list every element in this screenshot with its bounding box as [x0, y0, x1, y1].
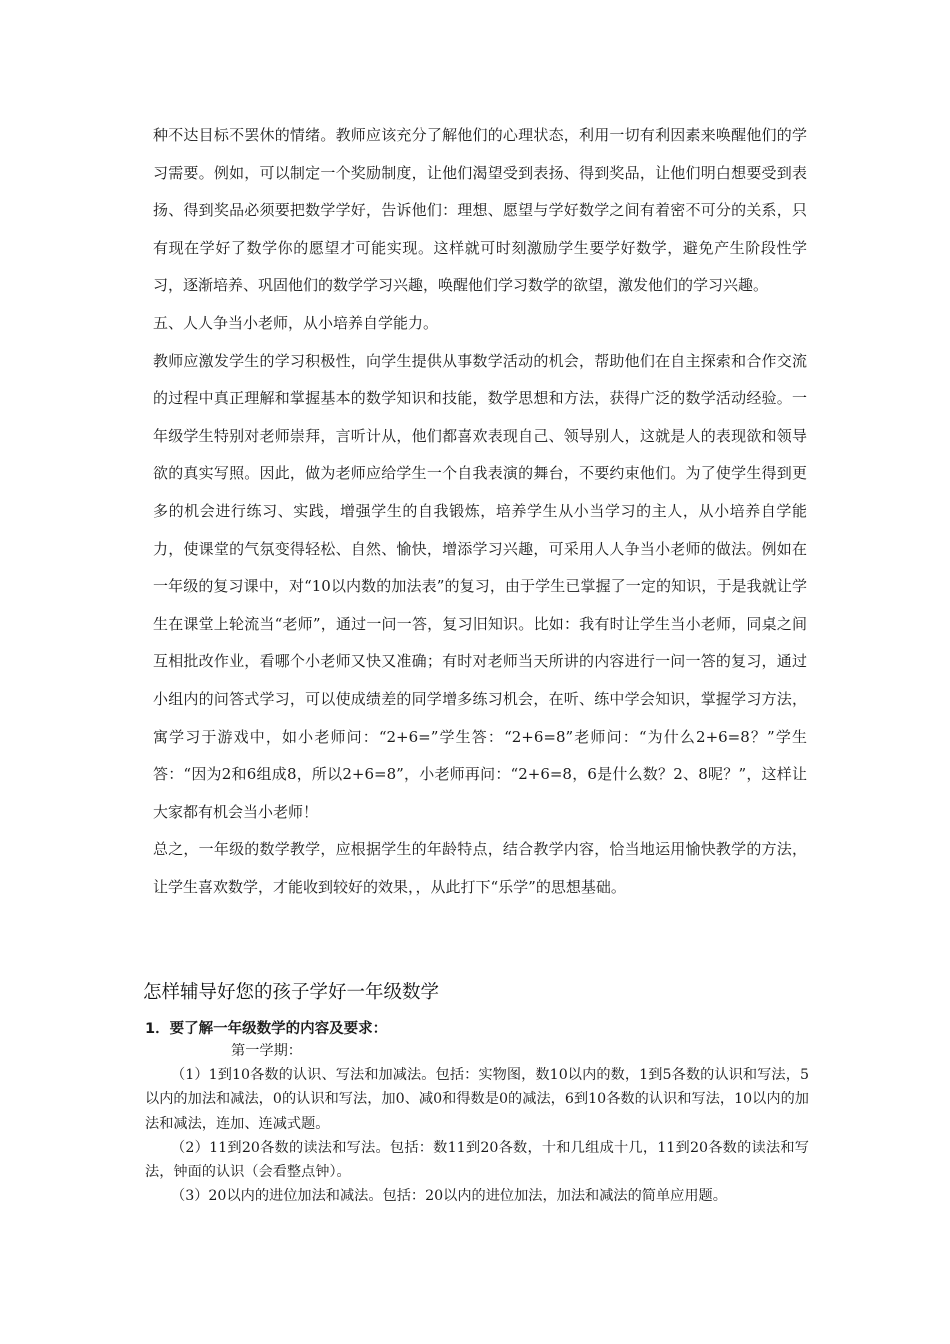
curriculum-item: （2）11到20各数的读法和写法。包括：数11到20各数，十和几组成十几，11到20各数的读法和写法，钟面的认识（会看整点钟）。 — [145, 1139, 809, 1181]
curriculum-list — [145, 1039, 809, 1208]
article-title-tutoring: 怎样辅导好您的孩子学好一年级数学 — [143, 982, 440, 1003]
point-heading-1: 1．要了解一年级数学的内容及要求： — [145, 1021, 388, 1037]
term-label: 第一学期： — [231, 1043, 302, 1059]
article-section-teaching — [153, 117, 807, 906]
curriculum-item: （3）20以内的进位加法和减法。包括：20以内的进位加法，加法和减法的简单应用题。 — [171, 1188, 727, 1205]
paragraph-motivation: 种不达目标不罢休的情绪。教师应该充分了解他们的心理状态，利用一切有利因素来唤醒他们的学习需要。例如，可以制定一个奖励制度，让他们渴望受到表扬、得到奖品，让他们明白想要受到表扬、得到奖品必须要把数学学好，告诉他们：理想、愿望与学好数学之间有着密不可分的关系，只有现在学好了数学你的愿望才可能实现。这样就可时刻激励学生要学好数学，避免产生阶段性学习，逐渐培养、巩固他们的数学学习兴趣，唤醒他们学习数学的欲望，激发他们的学习兴趣。 — [153, 126, 807, 295]
curriculum-item: （1）1到10各数的认识、写法和加减法。包括：实物图，数10以内的数，1到5各数的认识和写法，5以内的加法和减法，0的认识和写法，加0、减0和得数是0的减法，6到10各数的认识和写法，10以内的加法和减法，连加、连减式题。 — [145, 1067, 809, 1132]
paragraph-little-teacher: 教师应激发学生的学习积极性，向学生提供从事数学活动的机会，帮助他们在自主探索和合作交流的过程中真正理解和掌握基本的数学知识和技能，数学思想和方法，获得广泛的数学活动经验。一年级学生特别对老师崇拜，言听计从，他们都喜欢表现自己、领导别人，这就是人的表现欲和领导欲的真实写照。因此，做为老师应给学生一个自我表演的舞台，不要约束他们。为了使学生得到更多的机会进行练习、实践，增强学生的自我锻炼，培养学生从小当学习的主人，从小培养自学能力，使课堂的气氛变得轻松、自然、愉快，增添学习兴趣，可采用人人争当小老师的做法。例如在一年级的复习课中，对“10以内数的加法表”的复习，由于学生已掌握了一定的知识，于是我就让学生在课堂上轮流当“老师”，通过一问一答，复习旧知识。比如：我有时让学生当小老师，同桌之间互相批改作业，看哪个小老师又快又准确；有时对老师当天所讲的内容进行一问一答的复习，通过小组内的问答式学习，可以使成绩差的同学增多练习机会，在听、练中学会知识，掌握学习方法，寓学习于游戏中，如小老师问：“2+6=”学生答：“2+6=8”老师问：“为什么2+6=8？”学生答：“因为2和6组成8，所以2+6=8”，小老师再问：“2+6=8，6是什么数？2、8呢？”，这样让大家都有机会当小老师！ — [153, 351, 807, 821]
heading-section-five: 五、人人争当小老师，从小培养自学能力。 — [153, 313, 439, 332]
paragraph-summary: 总之，一年级的数学教学，应根据学生的年龄特点，结合教学内容，恰当地运用愉快教学的方法，让学生喜欢数学，才能收到较好的效果，，从此打下“乐学”的思想基础。 — [153, 840, 807, 896]
